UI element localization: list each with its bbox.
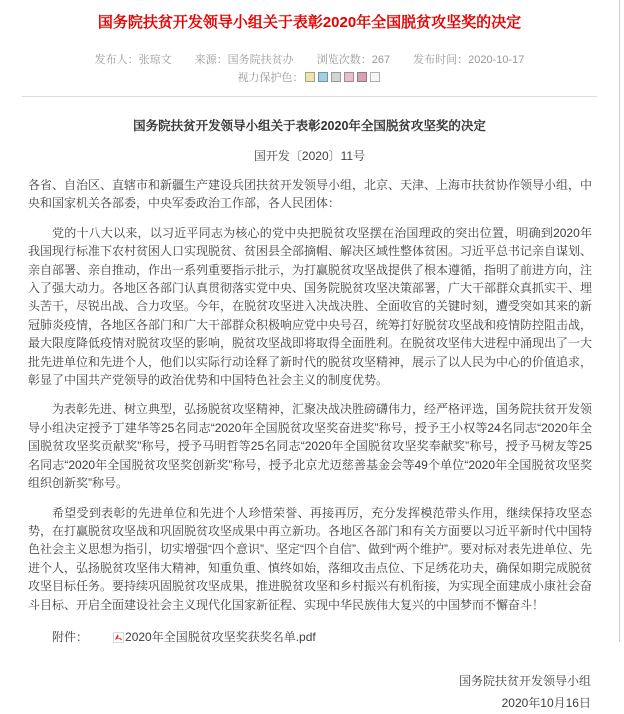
pdf-icon [89, 630, 124, 648]
view-count-label: 浏览次数： [316, 54, 372, 66]
publish-date-field [413, 54, 524, 66]
signature-org: 国务院扶贫开发领导小组 [458, 674, 591, 689]
meta-info-bar [0, 54, 619, 67]
eye-protect-bar [0, 72, 619, 86]
signature-block [0, 670, 591, 714]
publisher-label: 发布人： [94, 54, 139, 66]
color-swatch-yellow[interactable] [305, 72, 315, 82]
attachment-line [28, 628, 592, 648]
body-paragraph-1: 党的十八大以来，以习近平同志为核心的党中央把脱贫攻坚摆在治国理政的突出位置，明确到2020年我国现行标准下农村贫困人口实现脱贫、贫困县全部摘帽、解决区域性整体贫困。习近平总书记亲自谋划、亲自部署、亲自推动，作出一系列重要指示批示，为打赢脱贫攻坚战提供了根本遵循，指明了前进方向，注入了强大动力。各地区各部门认真贯彻落实党中央、国务院脱贫攻坚决策部署，广大干部群众真抓实干、埋头苦干，尽锐出战、合力攻坚。今年，在脱贫攻坚进入决战决胜、全面收官的关键时刻，遭受突如其来的新冠肺炎疫情，各地区各部门和广大干部群众积极响应党中央号召，统筹打好脱贫攻坚战和疫情防控阻击战，最大限度降低疫情对脱贫攻坚的影响，脱贫攻坚战即将取得全面胜利。在脱贫攻坚伟大进程中涌现出了一大批先进单位和先进个人，他们以实际行动诠释了新时代的脱贫攻坚精神，展示了以人民为中心的价值追求，彰显了中国共产党领导的政治优势和中国特色社会主义的制度优势。 [28, 225, 593, 388]
attachment-label: 附件： [52, 629, 89, 644]
attachment-pdf-link[interactable]: 2020年全国脱贫攻坚奖获奖名单.pdf [125, 629, 316, 644]
source-field [195, 54, 294, 66]
eye-protect-label: 视力保护色： [237, 72, 304, 84]
salutation-paragraph: 各省、自治区、直辖市和新疆生产建设兵团扶贫开发领导小组，北京、天津、上海市扶贫协作领导小组，中央和国家机关各部委，中央军委政治工作部，各人民团体： [28, 178, 593, 211]
color-swatch-gray[interactable] [331, 72, 341, 82]
source-label: 来源： [194, 54, 228, 66]
eye-protect-swatches [304, 72, 382, 86]
publish-date-label: 发布时间： [413, 54, 469, 66]
body-paragraph-2: 为表彰先进、树立典型，弘扬脱贫攻坚精神，汇聚决战决胜磅礴伟力，经严格评选，国务院扶贫开发领导小组决定授予丁建华等25名同志“2020年全国脱贫攻坚奖奋进奖”称号，授予王小权等24名同志“2020年全国脱贫攻坚奖贡献奖”称号，授予马明哲等25名同志“2020年全国脱贫攻坚奖奉献奖”称号，授予马树友等25名同志“2020年全国脱贫攻坚奖创新奖”称号，授予北京尤迈慈善基金会等49个单位“2020年全国脱贫攻坚奖组织创新奖”称号。 [28, 402, 593, 491]
color-swatch-blue[interactable] [318, 72, 328, 82]
article-title: 国务院扶贫开发领导小组关于表彰2020年全国脱贫攻坚奖的决定 [133, 119, 486, 133]
body-paragraph-3: 希望受到表彰的先进单位和先进个人珍惜荣誉、再接再厉，充分发挥模范带头作用，继续保持攻坚态势，在打赢脱贫攻坚战和巩固脱贫攻坚成果中再立新功。各地区各部门和有关方面要以习近平新时代中国特色社会主义思想为指引，切实增强“四个意识”、坚定“四个自信”、做到“两个维护”。要对标对表先进单位、先进个人，弘扬脱贫攻坚伟大精神，知重负重、慎终如始，落细攻击点位、下足绣花功夫，确保如期完成脱贫攻坚目标任务。要持续巩固脱贫攻坚成果，推进脱贫攻坚和乡村振兴有机衔接，为实现全面建成小康社会奋斗目标、开启全面建设社会主义现代化国家新征程、实现中华民族伟大复兴的中国梦而不懈奋斗！ [28, 505, 593, 612]
page-title: 国务院扶贫开发领导小组关于表彰2020年全国脱贫攻坚奖的决定 [97, 14, 522, 31]
color-swatch-rose[interactable] [357, 72, 367, 82]
view-count-value: 267 [371, 54, 391, 66]
signature-date: 2020年10月16日 [501, 696, 591, 711]
view-count-field [317, 54, 390, 66]
publish-date-value: 2020-10-17 [468, 54, 525, 66]
article-body [28, 176, 592, 648]
source-value: 国务院扶贫办 [227, 54, 294, 66]
color-swatch-pink[interactable] [344, 72, 354, 82]
publisher-field [95, 54, 172, 66]
color-swatch-white[interactable] [370, 72, 380, 82]
publisher-value: 张琼文 [138, 54, 172, 66]
document-number: 国开发〔2020〕11号 [253, 149, 366, 163]
